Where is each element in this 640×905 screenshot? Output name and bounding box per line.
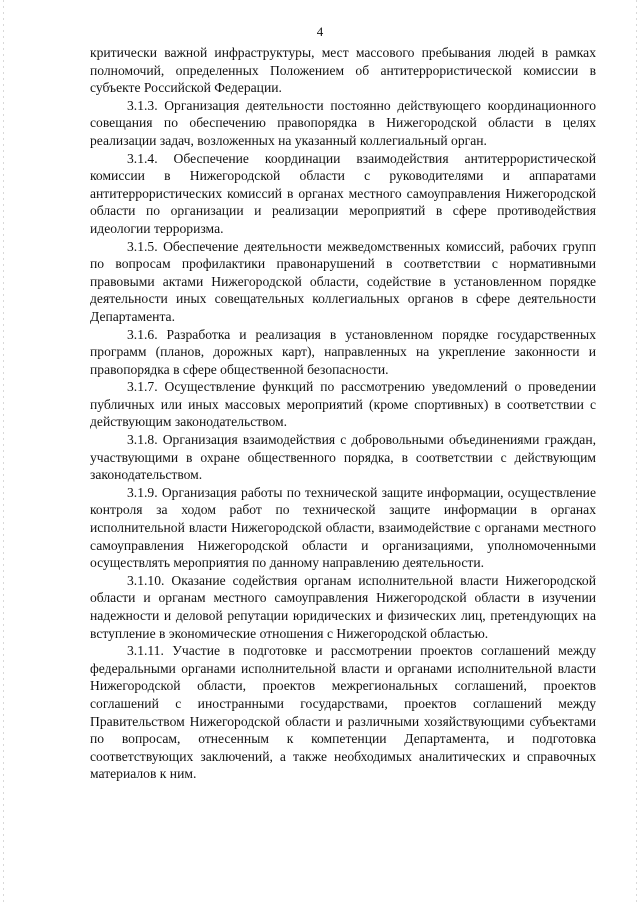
paragraph-3-1-7: 3.1.7. Осуществление функций по рассмотрению уведомлений о проведении публичных или иных массовых мероприятий (кроме спортивных) в соответствии с действующим законодательством. <box>90 379 596 430</box>
paragraph-3-1-4: 3.1.4. Обеспечение координации взаимодействия антитеррористической комиссии в Нижегородской области с руководителями и аппаратами антитеррористических комиссий в органах местного самоуправления Нижегородской области по организации и реализации мероприятий в сфере противодействия идеологии терроризма. <box>90 150 596 236</box>
paragraph-3-1-8: 3.1.8. Организация взаимодействия с добровольными объединениями граждан, участвующими в охране общественного порядка, в соответствии с действующим законодательством. <box>90 432 596 483</box>
paragraph-3-1-3: 3.1.3. Организация деятельности постоянно действующего координационного совещания по обеспечению правопорядка в Нижегородской области в целях реализации задач, возложенных на указанный коллегиальный орган. <box>90 97 596 148</box>
paragraph-3-1-6: 3.1.6. Разработка и реализация в установленном порядке государственных программ (планов, дорожных карт), направленных на укрепление законности и правопорядка в сфере общественной безопасности. <box>90 326 596 377</box>
left-scan-edge <box>3 0 4 905</box>
page-number: 4 <box>316 24 324 39</box>
paragraph-3-1-9: 3.1.9. Организация работы по технической защите информации, осуществление контроля за ходом работ по технической защите информации в органах исполнительной власти Нижегородской области, взаимодействие с органами местного самоуправления Нижегородской области и организациями, уполномоченными осуществлять мероприятия по данному направлению деятельности. <box>90 484 596 571</box>
paragraph-continuation: критически важной инфраструктуры, мест массового пребывания людей в рамках полномочий, определенных Положением об антитеррористической комиссии в субъекте Российской Федерации. <box>90 45 596 96</box>
right-scan-edge <box>636 0 637 905</box>
paragraph-3-1-5: 3.1.5. Обеспечение деятельности межведомственных комиссий, рабочих групп по вопросам профилактики правонарушений в соответствии с нормативными правовыми актами Нижегородской области, содействие в установленном порядке деятельности иных совещательных коллегиальных органов в сфере деятельности Департамента. <box>90 238 596 324</box>
paragraph-3-1-11: 3.1.11. Участие в подготовке и рассмотрении проектов соглашений между федеральными органами исполнительной власти и органами исполнительной власти Нижегородской области, проектов межрегиональных соглашений, проектов соглашений с иностранными государствами, проектов соглашений между Правительством Нижегородской области и различными хозяйствующими субъектами по вопросам, отнесенным к компетенции Департамента, и подготовка соответствующих заключений, а также необходимых аналитических и справочных материалов к ним. <box>90 643 596 782</box>
document-body <box>90 44 596 783</box>
paragraph-3-1-10: 3.1.10. Оказание содействия органам исполнительной власти Нижегородской области и органам местного самоуправления Нижегородской области в изучении надежности и деловой репутации юридических и физических лиц, претендующих на вступление в экономические отношения с Нижегородской областью. <box>90 572 596 641</box>
